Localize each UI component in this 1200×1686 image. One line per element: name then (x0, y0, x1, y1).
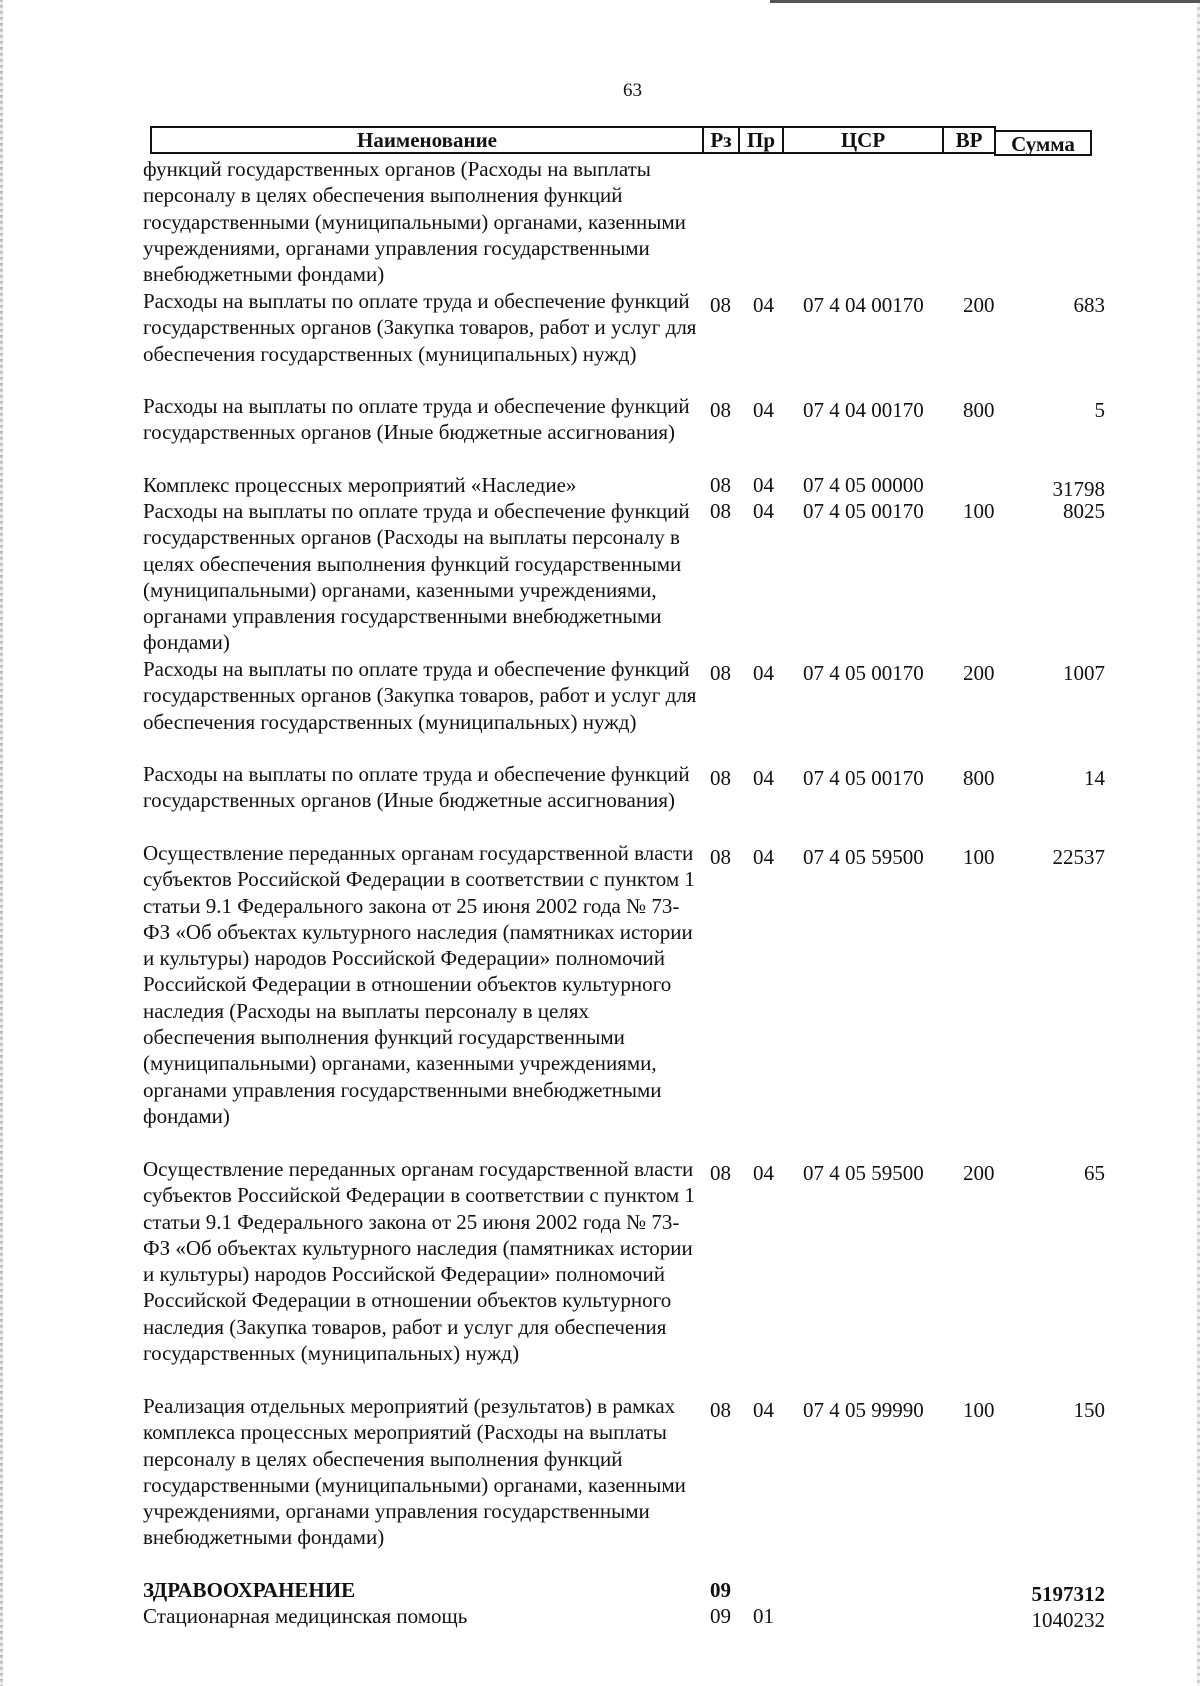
row-sum: 1040232 (1031, 1608, 1105, 1632)
header-pr: Пр (738, 126, 784, 154)
scan-left-edge (0, 0, 3, 1686)
row-csr: 07 4 05 00170 (803, 661, 924, 685)
row-csr: 07 4 04 00170 (803, 293, 924, 317)
row-vr: 800 (963, 398, 995, 422)
row-sum: 31798 (1052, 477, 1105, 501)
row-pr: 04 (753, 473, 774, 497)
row-sum: 5 (1094, 398, 1105, 422)
row-vr: 200 (963, 661, 995, 685)
header-csr: ЦСР (782, 126, 944, 154)
row-vr: 100 (963, 1398, 995, 1422)
row-rz: 09 (710, 1578, 731, 1602)
row-pr: 04 (753, 661, 774, 685)
row-rz: 08 (710, 293, 731, 317)
row-name: функций государственных органов (Расходы на выплаты персоналу в целях обеспечения выполнения функций государственными (муниципальными) органами, казенными учреждениями, органами управления государственными внебюджетными фондами) (143, 157, 686, 287)
row-name: Стационарная медицинская помощь (143, 1604, 468, 1628)
row-rz: 08 (710, 1161, 731, 1185)
row-csr: 07 4 05 00000 (803, 473, 924, 497)
header-rz: Рз (702, 126, 740, 154)
section-name: ЗДРАВООХРАНЕНИЕ (143, 1578, 356, 1602)
row-sum: 683 (1073, 293, 1105, 317)
row-csr: 07 4 05 00170 (803, 766, 924, 790)
row-vr: 200 (963, 293, 995, 317)
row-pr: 04 (753, 766, 774, 790)
row-name: Осуществление переданных органам государственной власти субъектов Российской Федерации в соответствии с пунктом 1 статьи 9.1 Федерального закона от 25 июня 2002 года № 73-ФЗ «Об объектах культурного наследия (памятниках истории и культуры) народов Российской Федерации» полномочий Российской Федерации в отношении объектов культурного наследия (Закупка товаров, работ и услуг для обеспечения государственных (муниципальных) нужд) (143, 1157, 695, 1366)
page-number: 63 (623, 80, 642, 101)
scan-top-line (770, 0, 1200, 3)
row-pr: 04 (753, 398, 774, 422)
row-pr: 04 (753, 845, 774, 869)
header-vr: ВР (942, 126, 996, 154)
row-sum: 1007 (1063, 661, 1105, 685)
header-name: Наименование (150, 126, 704, 154)
row-sum: 22537 (1052, 845, 1105, 869)
row-rz: 08 (710, 845, 731, 869)
row-sum: 150 (1073, 1398, 1105, 1422)
table-header (150, 126, 1112, 156)
row-name: Комплекс процессных мероприятий «Наследие» (143, 473, 577, 497)
row-csr: 07 4 05 59500 (803, 845, 924, 869)
row-vr: 800 (963, 766, 995, 790)
row-rz: 09 (710, 1604, 731, 1628)
row-vr: 100 (963, 845, 995, 869)
row-csr: 07 4 05 59500 (803, 1161, 924, 1185)
row-vr: 100 (963, 499, 995, 523)
row-csr: 07 4 05 99990 (803, 1398, 924, 1422)
row-name: Реализация отдельных мероприятий (результатов) в рамках комплекса процессных мероприятий (Расходы на выплаты персоналу в целях обеспечения выполнения функций государственными (муниципальными) органами, казенными учреждениями, органами управления государственными внебюджетными фондами) (143, 1394, 686, 1550)
row-sum: 65 (1084, 1161, 1105, 1185)
row-name: Расходы на выплаты по оплате труда и обеспечение функций государственных органов (Иные бюджетные ассигнования) (143, 394, 690, 445)
row-csr: 07 4 04 00170 (803, 398, 924, 422)
row-rz: 08 (710, 499, 731, 523)
row-pr: 04 (753, 499, 774, 523)
row-name: Расходы на выплаты по оплате труда и обеспечение функций государственных органов (Иные бюджетные ассигнования) (143, 762, 690, 813)
row-sum: 14 (1084, 766, 1105, 790)
row-pr: 01 (753, 1604, 774, 1628)
row-name: Расходы на выплаты по оплате труда и обеспечение функций государственных органов (Закупка товаров, работ и услуг для обеспечения государственных (муниципальных) нужд) (143, 657, 697, 734)
row-pr: 04 (753, 293, 774, 317)
row-rz: 08 (710, 398, 731, 422)
row-name: Расходы на выплаты по оплате труда и обеспечение функций государственных органов (Закупка товаров, работ и услуг для обеспечения государственных (муниципальных) нужд) (143, 289, 697, 366)
row-name: Осуществление переданных органам государственной власти субъектов Российской Федерации в соответствии с пунктом 1 статьи 9.1 Федерального закона от 25 июня 2002 года № 73-ФЗ «Об объектах культурного наследия (памятниках истории и культуры) народов Российской Федерации» полномочий Российской Федерации в отношении объектов культурного наследия (Расходы на выплаты персоналу в целях обеспечения выполнения функций государственными (муниципальными) органами, казенными учреждениями, органами управления государственными внебюджетными фондами) (143, 841, 695, 1128)
row-sum: 8025 (1063, 499, 1105, 523)
row-rz: 08 (710, 1398, 731, 1422)
row-vr: 200 (963, 1161, 995, 1185)
row-pr: 04 (753, 1398, 774, 1422)
row-rz: 08 (710, 766, 731, 790)
row-rz: 08 (710, 473, 731, 497)
header-sum: Сумма (994, 130, 1092, 156)
row-name: Расходы на выплаты по оплате труда и обеспечение функций государственных органов (Расходы на выплаты персоналу в целях обеспечения выполнения функций государственными (муниципальными) органами, казенными учреждениями, органами управления государственными внебюджетными фондами) (143, 499, 690, 655)
row-pr: 04 (753, 1161, 774, 1185)
row-rz: 08 (710, 661, 731, 685)
row-csr: 07 4 05 00170 (803, 499, 924, 523)
row-sum: 5197312 (1031, 1582, 1105, 1606)
